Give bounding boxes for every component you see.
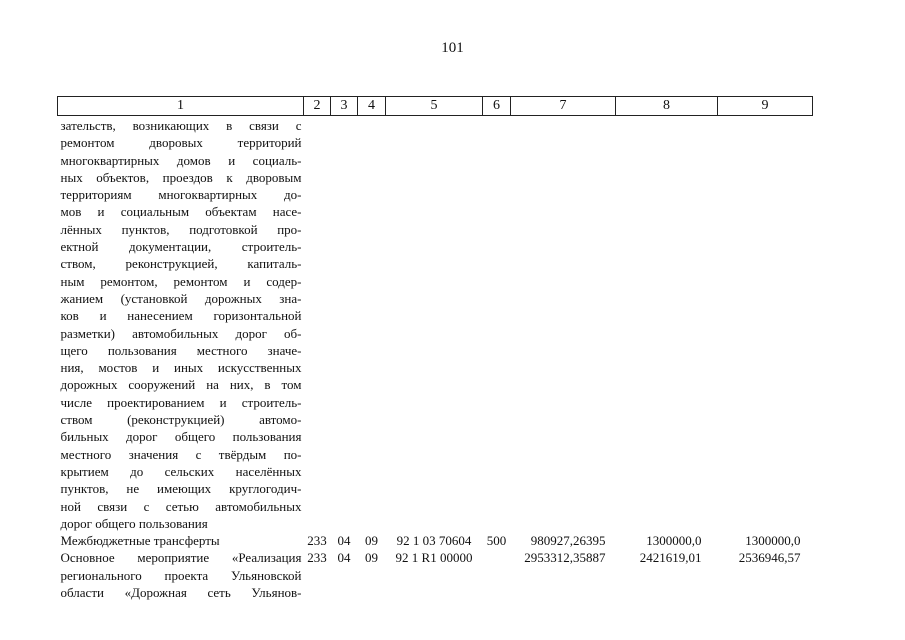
row-name bbox=[58, 549, 304, 601]
continuation-line: разметки) автомобильных дорог об- bbox=[60, 325, 302, 341]
cell-col2: 233 bbox=[307, 550, 327, 566]
budget-table bbox=[57, 96, 813, 601]
continuation-line: пунктов, не имеющих круглогодич- bbox=[60, 481, 302, 497]
column-header: 4 bbox=[358, 97, 386, 116]
column-header: 3 bbox=[331, 97, 358, 116]
cell-col9: 1300000,0 bbox=[745, 533, 801, 549]
cell-col5: 92 1 R1 00000 bbox=[395, 550, 473, 566]
column-header: 5 bbox=[386, 97, 483, 116]
continuation-line: ков и нанесением горизонтальной bbox=[60, 308, 302, 324]
continuation-line: числе проектированием и строитель- bbox=[60, 394, 302, 410]
continuation-line: многоквартирных домов и социаль- bbox=[60, 152, 302, 168]
cell-col6 bbox=[483, 549, 511, 601]
column-header: 9 bbox=[718, 97, 813, 116]
continuation-line: ния, мостов и иных искусственных bbox=[60, 360, 302, 376]
cell-col3: 04 bbox=[337, 550, 351, 566]
cell-col4: 09 bbox=[365, 533, 378, 549]
cell-col4: 09 bbox=[365, 550, 378, 566]
row-name-line: Основное мероприятие «Реализация bbox=[60, 550, 302, 566]
cell-col7: 2953312,35887 bbox=[524, 550, 606, 566]
cell-col3: 04 bbox=[337, 533, 351, 549]
continuation-line: жанием (установкой дорожных зна- bbox=[60, 290, 302, 306]
continuation-line: ной связи с сетью автомобильных bbox=[60, 498, 302, 514]
table-row bbox=[58, 116, 813, 533]
continuation-line: ством (реконструкцией) автомо- bbox=[60, 412, 302, 428]
cell-col8: 1300000,0 bbox=[646, 533, 702, 549]
column-header: 2 bbox=[304, 97, 331, 116]
cell-col8: 2421619,01 bbox=[639, 550, 702, 566]
row-name: Межбюджетные трансферты bbox=[60, 533, 220, 549]
cell-col5: 92 1 03 70604 bbox=[396, 533, 472, 549]
column-header: 8 bbox=[616, 97, 718, 116]
row-name-line: регионального проекта Ульяновской bbox=[60, 567, 302, 583]
column-header: 1 bbox=[58, 97, 304, 116]
continuation-line: ным ремонтом, ремонтом и содер- bbox=[60, 273, 302, 289]
continuation-line: щего пользования местного значе- bbox=[60, 342, 302, 358]
cell-col7: 980927,26395 bbox=[530, 533, 606, 549]
cell-col2: 233 bbox=[307, 533, 327, 549]
column-header: 6 bbox=[483, 97, 511, 116]
continuation-line: ектной документации, строитель- bbox=[60, 239, 302, 255]
continuation-line: дорожных сооружений на них, в том bbox=[60, 377, 302, 393]
continuation-text bbox=[58, 116, 304, 533]
continuation-line: ством, реконструкцией, капиталь- bbox=[60, 256, 302, 272]
table-row bbox=[58, 532, 813, 549]
column-number-row bbox=[58, 97, 813, 116]
cell-col9: 2536946,57 bbox=[738, 550, 801, 566]
row-name-line: области «Дорожная сеть Ульянов- bbox=[60, 585, 302, 601]
column-header: 7 bbox=[511, 97, 616, 116]
table-row bbox=[58, 549, 813, 601]
cell-col6: 500 bbox=[486, 533, 507, 549]
continuation-line: лённых пунктов, подготовкой про- bbox=[60, 221, 302, 237]
continuation-line: территориям многоквартирных до- bbox=[60, 187, 302, 203]
continuation-line: дорог общего пользования bbox=[60, 515, 208, 531]
page-number: 101 bbox=[441, 40, 464, 56]
continuation-line: зательств, возникающих в связи с bbox=[60, 118, 302, 133]
continuation-line: местного значения с твёрдым по- bbox=[60, 446, 302, 462]
continuation-line: мов и социальным объектам насе- bbox=[60, 204, 302, 220]
continuation-line: ных объектов, проездов к дворовым bbox=[60, 169, 302, 185]
continuation-line: бильных дорог общего пользования bbox=[60, 429, 302, 445]
continuation-line: крытием до сельских населённых bbox=[60, 463, 302, 479]
continuation-line: ремонтом дворовых территорий bbox=[60, 135, 302, 151]
